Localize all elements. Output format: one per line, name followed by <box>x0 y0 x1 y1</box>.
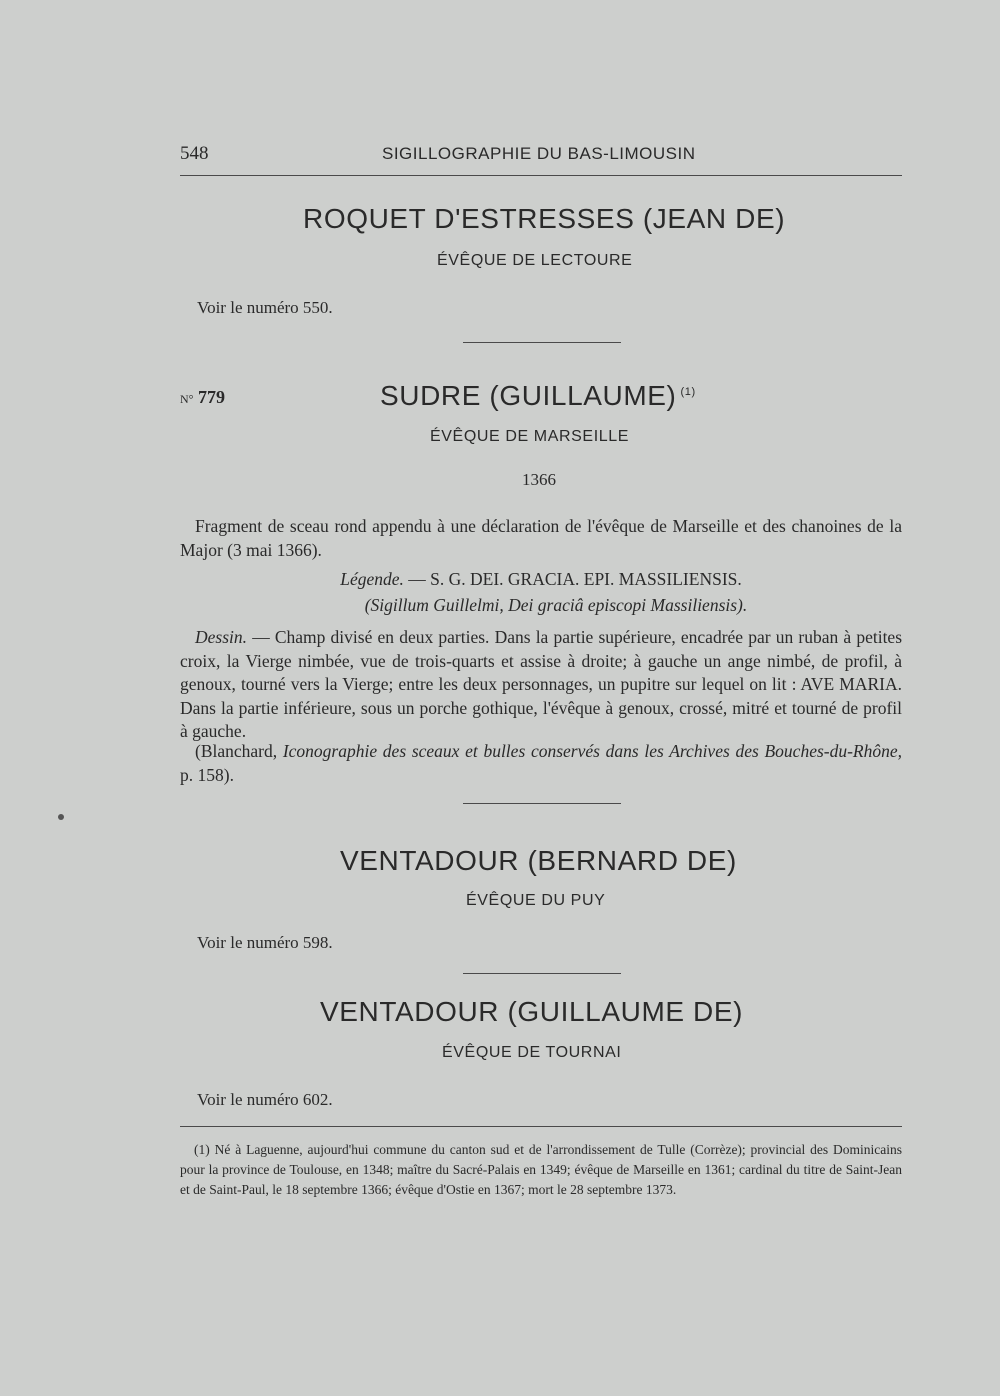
entry-title-ventadour-guillaume: ÉVÊQUE DE TOURNAI <box>442 1044 622 1061</box>
entry-number-value: 779 <box>197 387 225 407</box>
source-suffix: p. 158). <box>180 764 234 785</box>
entry-title-sudre: ÉVÊQUE DE MARSEILLE <box>430 428 630 445</box>
entry-number <box>180 387 225 408</box>
section-divider <box>463 973 621 974</box>
section-divider <box>463 342 621 343</box>
seal-description <box>180 515 902 562</box>
entry-title-ventadour-bernard: ÉVÊQUE DU PUY <box>466 892 606 909</box>
legend-expansion: (Sigillum Guillelmi, Dei graciâ episcopi Massiliensis). <box>364 595 748 615</box>
entry-voir-ventadour-guillaume: Voir le numéro 602. <box>197 1090 333 1109</box>
footnote <box>180 1140 902 1200</box>
seal-legend <box>180 569 902 590</box>
source-prefix: (Blanchard, <box>195 741 278 761</box>
seal-drawing-description <box>180 626 902 744</box>
entry-voir-ventadour-bernard: Voir le numéro 598. <box>197 933 333 952</box>
seal-description-text: Fragment de sceau rond appendu à une déclaration de l'évêque de Marseille et des chanoines de la Major (3 mai 1366). <box>180 516 902 560</box>
source-title: Iconographie des sceaux et bulles conservés dans les Archives des Bouches-du-Rhône, <box>282 741 903 761</box>
entry-voir-roquet: Voir le numéro 550. <box>197 298 333 317</box>
margin-mark <box>58 814 64 820</box>
footnote-text: (1) Né à Laguenne, aujourd'hui commune du canton sud et de l'arrondissement de Tulle (Corrèze); provincial des Dominicains pour la province de Toulouse, en 1348; maître du Sacré-Palais en 1349; évêque de Marseille en 1361; cardinal du titre de Saint-Jean et de Saint-Paul, le 18 septembre 1366; évêque d'Ostie en 1367; mort le 28 septembre 1373. <box>180 1142 902 1197</box>
section-divider <box>463 803 621 804</box>
page-number: 548 <box>180 143 209 164</box>
footnote-rule <box>180 1126 902 1127</box>
dessin-text: — Champ divisé en deux parties. Dans la partie supérieure, encadrée par un ruban à petites croix, la Vierge nimbée, vue de trois-quarts et assise à droite; à gauche un ange nimbé, de profil, à genoux, tourné vers la Vierge; entre les deux personnages, un pupitre sur lequel on lit : AVE MARIA. Dans la partie inférieure, sous un porche gothique, l'évêque à genoux, crossé, mitré et tourné de profil à gauche. <box>180 627 903 741</box>
entry-name-sudre-text: SUDRE (GUILLAUME) <box>380 380 677 411</box>
running-title: SIGILLOGRAPHIE DU BAS-LIMOUSIN <box>382 144 696 163</box>
legend-label: Légende. <box>340 569 404 589</box>
entry-title-roquet: ÉVÊQUE DE LECTOURE <box>437 252 633 269</box>
entry-name-ventadour-guillaume: VENTADOUR (GUILLAUME DE) <box>320 996 744 1027</box>
entry-year: 1366 <box>522 470 556 489</box>
entry-name-sudre <box>380 380 696 412</box>
footnote-mark: (1) <box>680 385 696 398</box>
entry-name-roquet: ROQUET D'ESTRESSES (JEAN DE) <box>303 203 786 234</box>
legend-text: — S. G. DEI. GRACIA. EPI. MASSILIENSIS. <box>408 569 742 589</box>
source-reference <box>180 740 902 787</box>
dessin-label: Dessin. <box>195 627 248 647</box>
header-rule <box>180 175 902 176</box>
entry-number-prefix: N° <box>180 392 194 406</box>
entry-name-ventadour-bernard: VENTADOUR (BERNARD DE) <box>340 845 737 876</box>
